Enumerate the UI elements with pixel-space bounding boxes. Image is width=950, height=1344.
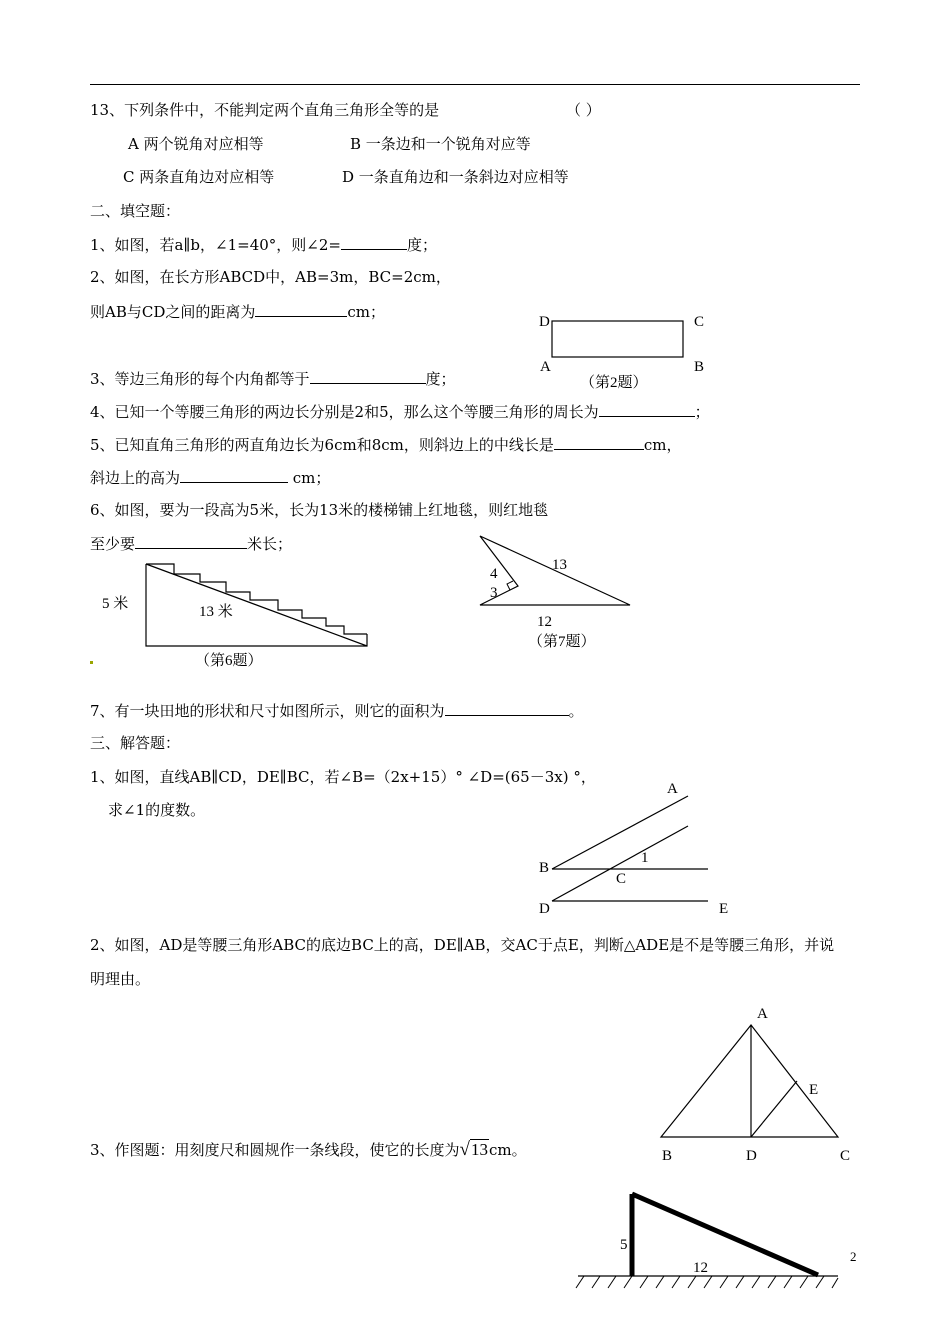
fill-q7-text: 7、有一块田地的形状和尺寸如图所示，则它的面积为 xyxy=(90,702,445,720)
solve-q1-line2: 求∠1的度数。 xyxy=(108,801,206,819)
solve-q3 xyxy=(90,1140,527,1160)
figure-ladder-s3 xyxy=(570,1180,845,1300)
fig7-label-12: 12 xyxy=(537,614,552,630)
s1-label-e: E xyxy=(719,901,729,917)
q13-option-b: B 一条边和一个锐角对应等 xyxy=(350,135,531,153)
solve-q1-line1: 1、如图，直线AB∥CD，DE∥BC，若∠B=（2x+15）° ∠D=(65－3x) °， xyxy=(90,768,596,786)
fig6-caption: （第6题） xyxy=(195,653,263,669)
fill-q6-line1: 6、如图，要为一段高为5米，长为13米的楼梯铺上红地毯，则红地毯 xyxy=(90,501,549,519)
s1-label-a: A xyxy=(667,781,678,797)
s2-label-c: C xyxy=(840,1148,851,1164)
header-rule xyxy=(90,84,860,85)
fill-q3-text: 3、等边三角形的每个内角都等于 xyxy=(90,370,310,388)
fill-heading: 二、填空题： xyxy=(90,202,181,220)
fill-q3-unit: 度； xyxy=(425,370,456,388)
fig2-label-b: B xyxy=(694,359,705,375)
solve-q3-unit: cm。 xyxy=(488,1141,527,1159)
s3-label-5: 5 xyxy=(620,1237,628,1253)
radical-icon: √ xyxy=(459,1139,470,1160)
fill-q6-unit: 米长； xyxy=(247,535,293,553)
s1-label-d: D xyxy=(539,901,550,917)
fig2-label-c: C xyxy=(694,314,705,330)
answer-blank[interactable] xyxy=(445,700,569,716)
fig2-caption: （第2题） xyxy=(580,375,648,391)
fill-q5-unit: cm， xyxy=(643,436,682,454)
answer-blank[interactable] xyxy=(180,467,288,483)
fig2-label-a: A xyxy=(540,359,551,375)
solve-q3-text: 3、作图题：用刻度尺和圆规作一条线段，使它的长度为 xyxy=(90,1141,460,1159)
fill-q5-text2: 斜边上的高为 xyxy=(90,469,181,487)
s1-label-b: B xyxy=(539,860,550,876)
fill-q1 xyxy=(90,234,437,255)
fill-q6-text: 至少要 xyxy=(90,535,136,553)
s2-label-e: E xyxy=(809,1082,819,1098)
fig6-hypotenuse-label: 13 米 xyxy=(199,604,233,620)
answer-blank[interactable] xyxy=(554,434,644,450)
solve-q2-line1: 2、如图，AD是等腰三角形ABC的底边BC上的高，DE∥AB，交AC于点E，判断△ADE是不是等腰三角形，并说 xyxy=(90,936,835,954)
answer-blank[interactable] xyxy=(341,234,407,250)
s2-label-a: A xyxy=(757,1006,768,1022)
fill-q7-end: 。 xyxy=(568,702,584,720)
fig2-label-d: D xyxy=(539,314,550,330)
fill-q1-unit: 度； xyxy=(406,236,437,254)
fill-q3 xyxy=(90,368,456,389)
stray-dot xyxy=(90,661,93,664)
fig7-label-4: 4 xyxy=(490,566,498,582)
fill-q5-line2 xyxy=(90,467,330,488)
fill-q2-line1: 2、如图，在长方形ABCD中，AB=3m，BC=2cm， xyxy=(90,268,451,286)
answer-blank[interactable] xyxy=(255,301,347,317)
fig7-label-13: 13 xyxy=(552,557,567,573)
fill-q2-unit: cm； xyxy=(347,303,385,321)
fill-q7 xyxy=(90,700,584,721)
answer-blank[interactable] xyxy=(310,368,426,384)
answer-blank[interactable] xyxy=(135,533,247,549)
fill-q6-line2 xyxy=(90,533,292,554)
fill-q4-text: 4、已知一个等腰三角形的两边长分别是2和5，那么这个等腰三角形的周长为 xyxy=(90,403,599,421)
s1-label-c: C xyxy=(616,871,627,887)
fill-q5-unit2: cm； xyxy=(288,469,331,487)
fill-q4-end: ； xyxy=(694,403,710,421)
solve-heading: 三、解答题： xyxy=(90,734,181,752)
fill-q2-text: 则AB与CD之间的距离为 xyxy=(90,303,256,321)
fig7-label-3: 3 xyxy=(490,585,498,601)
answer-paren: （ ） xyxy=(566,101,601,119)
s1-label-angle1: 1 xyxy=(641,850,649,866)
figure-parallel-lines-s1 xyxy=(540,780,730,910)
answer-blank[interactable] xyxy=(599,401,695,417)
sqrt-13 xyxy=(460,1140,489,1160)
q13-option-c: C 两条直角边对应相等 xyxy=(123,168,275,186)
s2-label-b: B xyxy=(662,1148,673,1164)
fill-q2-line2 xyxy=(90,301,385,322)
s2-label-d: D xyxy=(746,1148,757,1164)
fill-q1-text: 1、如图，若a∥b，∠1=40°，则∠2= xyxy=(90,236,341,254)
fill-q5-line1 xyxy=(90,434,682,455)
fill-q5-text: 5、已知直角三角形的两直角边长为6cm和8cm，则斜边上的中线长是 xyxy=(90,436,554,454)
q13-stem xyxy=(90,100,601,120)
fig6-height-label: 5 米 xyxy=(102,596,129,612)
page-number: 2 xyxy=(850,1249,857,1264)
q13-option-a: A 两个锐角对应相等 xyxy=(128,135,264,153)
s3-label-12: 12 xyxy=(693,1260,708,1276)
solve-q2-line2: 明理由。 xyxy=(90,970,151,988)
fig7-caption: （第7题） xyxy=(528,634,596,650)
q13-stem-text: 13、下列条件中，不能判定两个直角三角形全等的是 xyxy=(90,101,440,119)
fill-q4 xyxy=(90,401,710,422)
radicand: 13 xyxy=(470,1140,488,1159)
q13-option-d: D 一条直角边和一条斜边对应相等 xyxy=(342,168,569,186)
figure-staircase-q6 xyxy=(140,560,375,652)
